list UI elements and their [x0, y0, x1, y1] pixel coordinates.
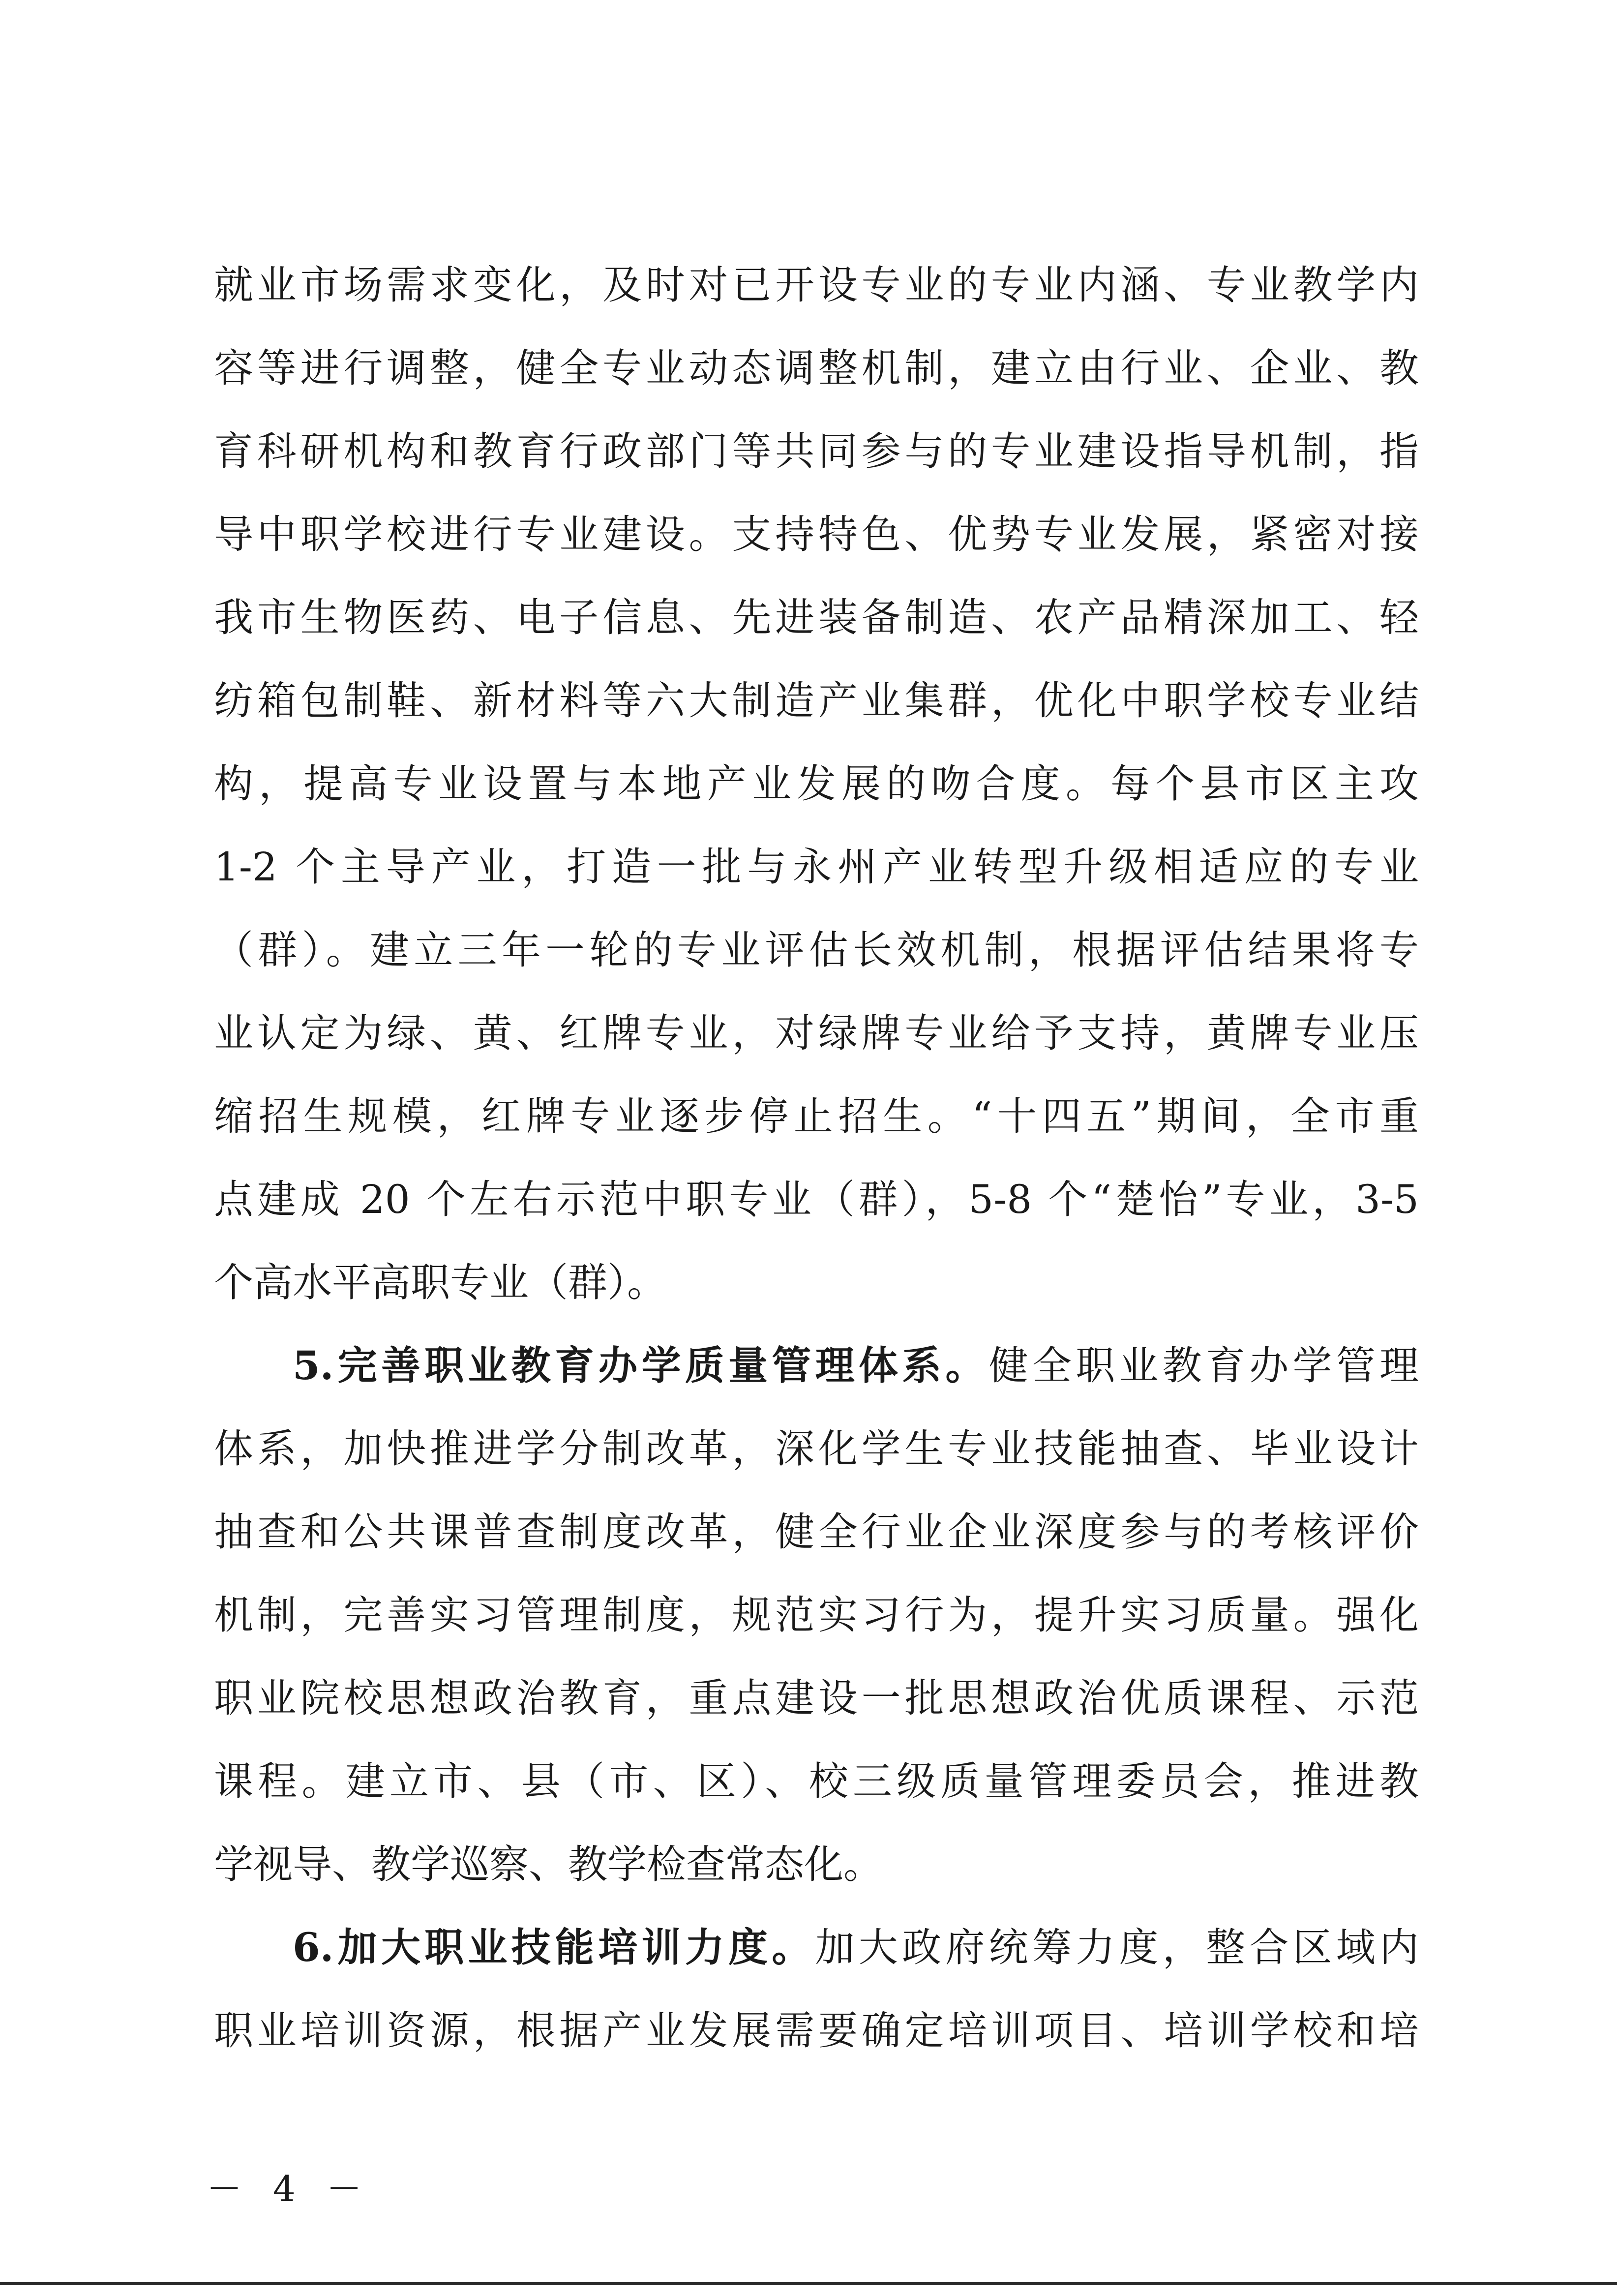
text-line: 机制，完善实习管理制度，规范实习行为，提升实习质量。强化	[214, 1592, 1419, 1638]
text-line: 体系，加快推进学分制改革，深化学生专业技能抽查、毕业设计	[214, 1426, 1419, 1472]
text-line: 点建成 20 个左右示范中职专业（群），5-8 个“楚怡”专业，3-5	[214, 1177, 1419, 1222]
bottom-rule	[0, 2282, 1617, 2285]
text-line: 学视导、教学巡察、教学检查常态化。	[214, 1842, 883, 1887]
text-line: 我市生物医药、电子信息、先进装备制造、农产品精深加工、轻	[214, 595, 1419, 640]
text-line: 纺箱包制鞋、新材料等六大制造产业集群，优化中职学校专业结	[214, 678, 1419, 724]
section-5-first-line	[214, 1324, 1419, 1407]
text-line: 个高水平高职专业（群）。	[214, 1260, 666, 1305]
text-line: 职业院校思想政治教育，重点建设一批思想政治优质课程、示范	[214, 1675, 1419, 1721]
text-line: 构，提高专业设置与本地产业发展的吻合度。每个县市区主攻	[214, 761, 1419, 807]
section-5-first-line-text: 健全职业教育办学管理	[988, 1343, 1419, 1389]
text-line: 就业市场需求变化，及时对已开设专业的专业内涵、专业教学内	[214, 262, 1419, 308]
section-5-heading: 5.完善职业教育办学质量管理体系。	[293, 1342, 989, 1389]
text-line: 职业培训资源，根据产业发展需要确定培训项目、培训学校和培	[214, 2008, 1419, 2054]
text-line: 抽查和公共课普查制度改革，健全行业企业深度参与的考核评价	[214, 1509, 1419, 1555]
text-line: 导中职学校进行专业建设。支持特色、优势专业发展，紧密对接	[214, 512, 1419, 557]
section-6-first-line-text: 加大政府统筹力度，整合区域内	[815, 1925, 1419, 1970]
text-line: 容等进行调整，健全专业动态调整机制，建立由行业、企业、教	[214, 345, 1419, 391]
text-line: 课程。建立市、县（市、区）、校三级质量管理委员会，推进教	[214, 1758, 1419, 1804]
text-line: 1-2 个主导产业，打造一批与永州产业转型升级相适应的专业	[214, 844, 1419, 890]
text-line: 缩招生规模，红牌专业逐步停止招生。“十四五”期间，全市重	[214, 1093, 1419, 1139]
page-number: － 4 －	[207, 2168, 372, 2209]
text-line: 业认定为绿、黄、红牌专业，对绿牌专业给予支持，黄牌专业压	[214, 1010, 1419, 1056]
section-6-heading: 6.加大职业技能培训力度。	[293, 1924, 815, 1970]
text-line: （群）。建立三年一轮的专业评估长效机制，根据评估结果将专	[214, 927, 1419, 973]
section-6-first-line	[214, 1906, 1419, 1989]
text-line: 育科研机构和教育行政部门等共同参与的专业建设指导机制，指	[214, 428, 1419, 474]
body-text	[214, 243, 1419, 2072]
